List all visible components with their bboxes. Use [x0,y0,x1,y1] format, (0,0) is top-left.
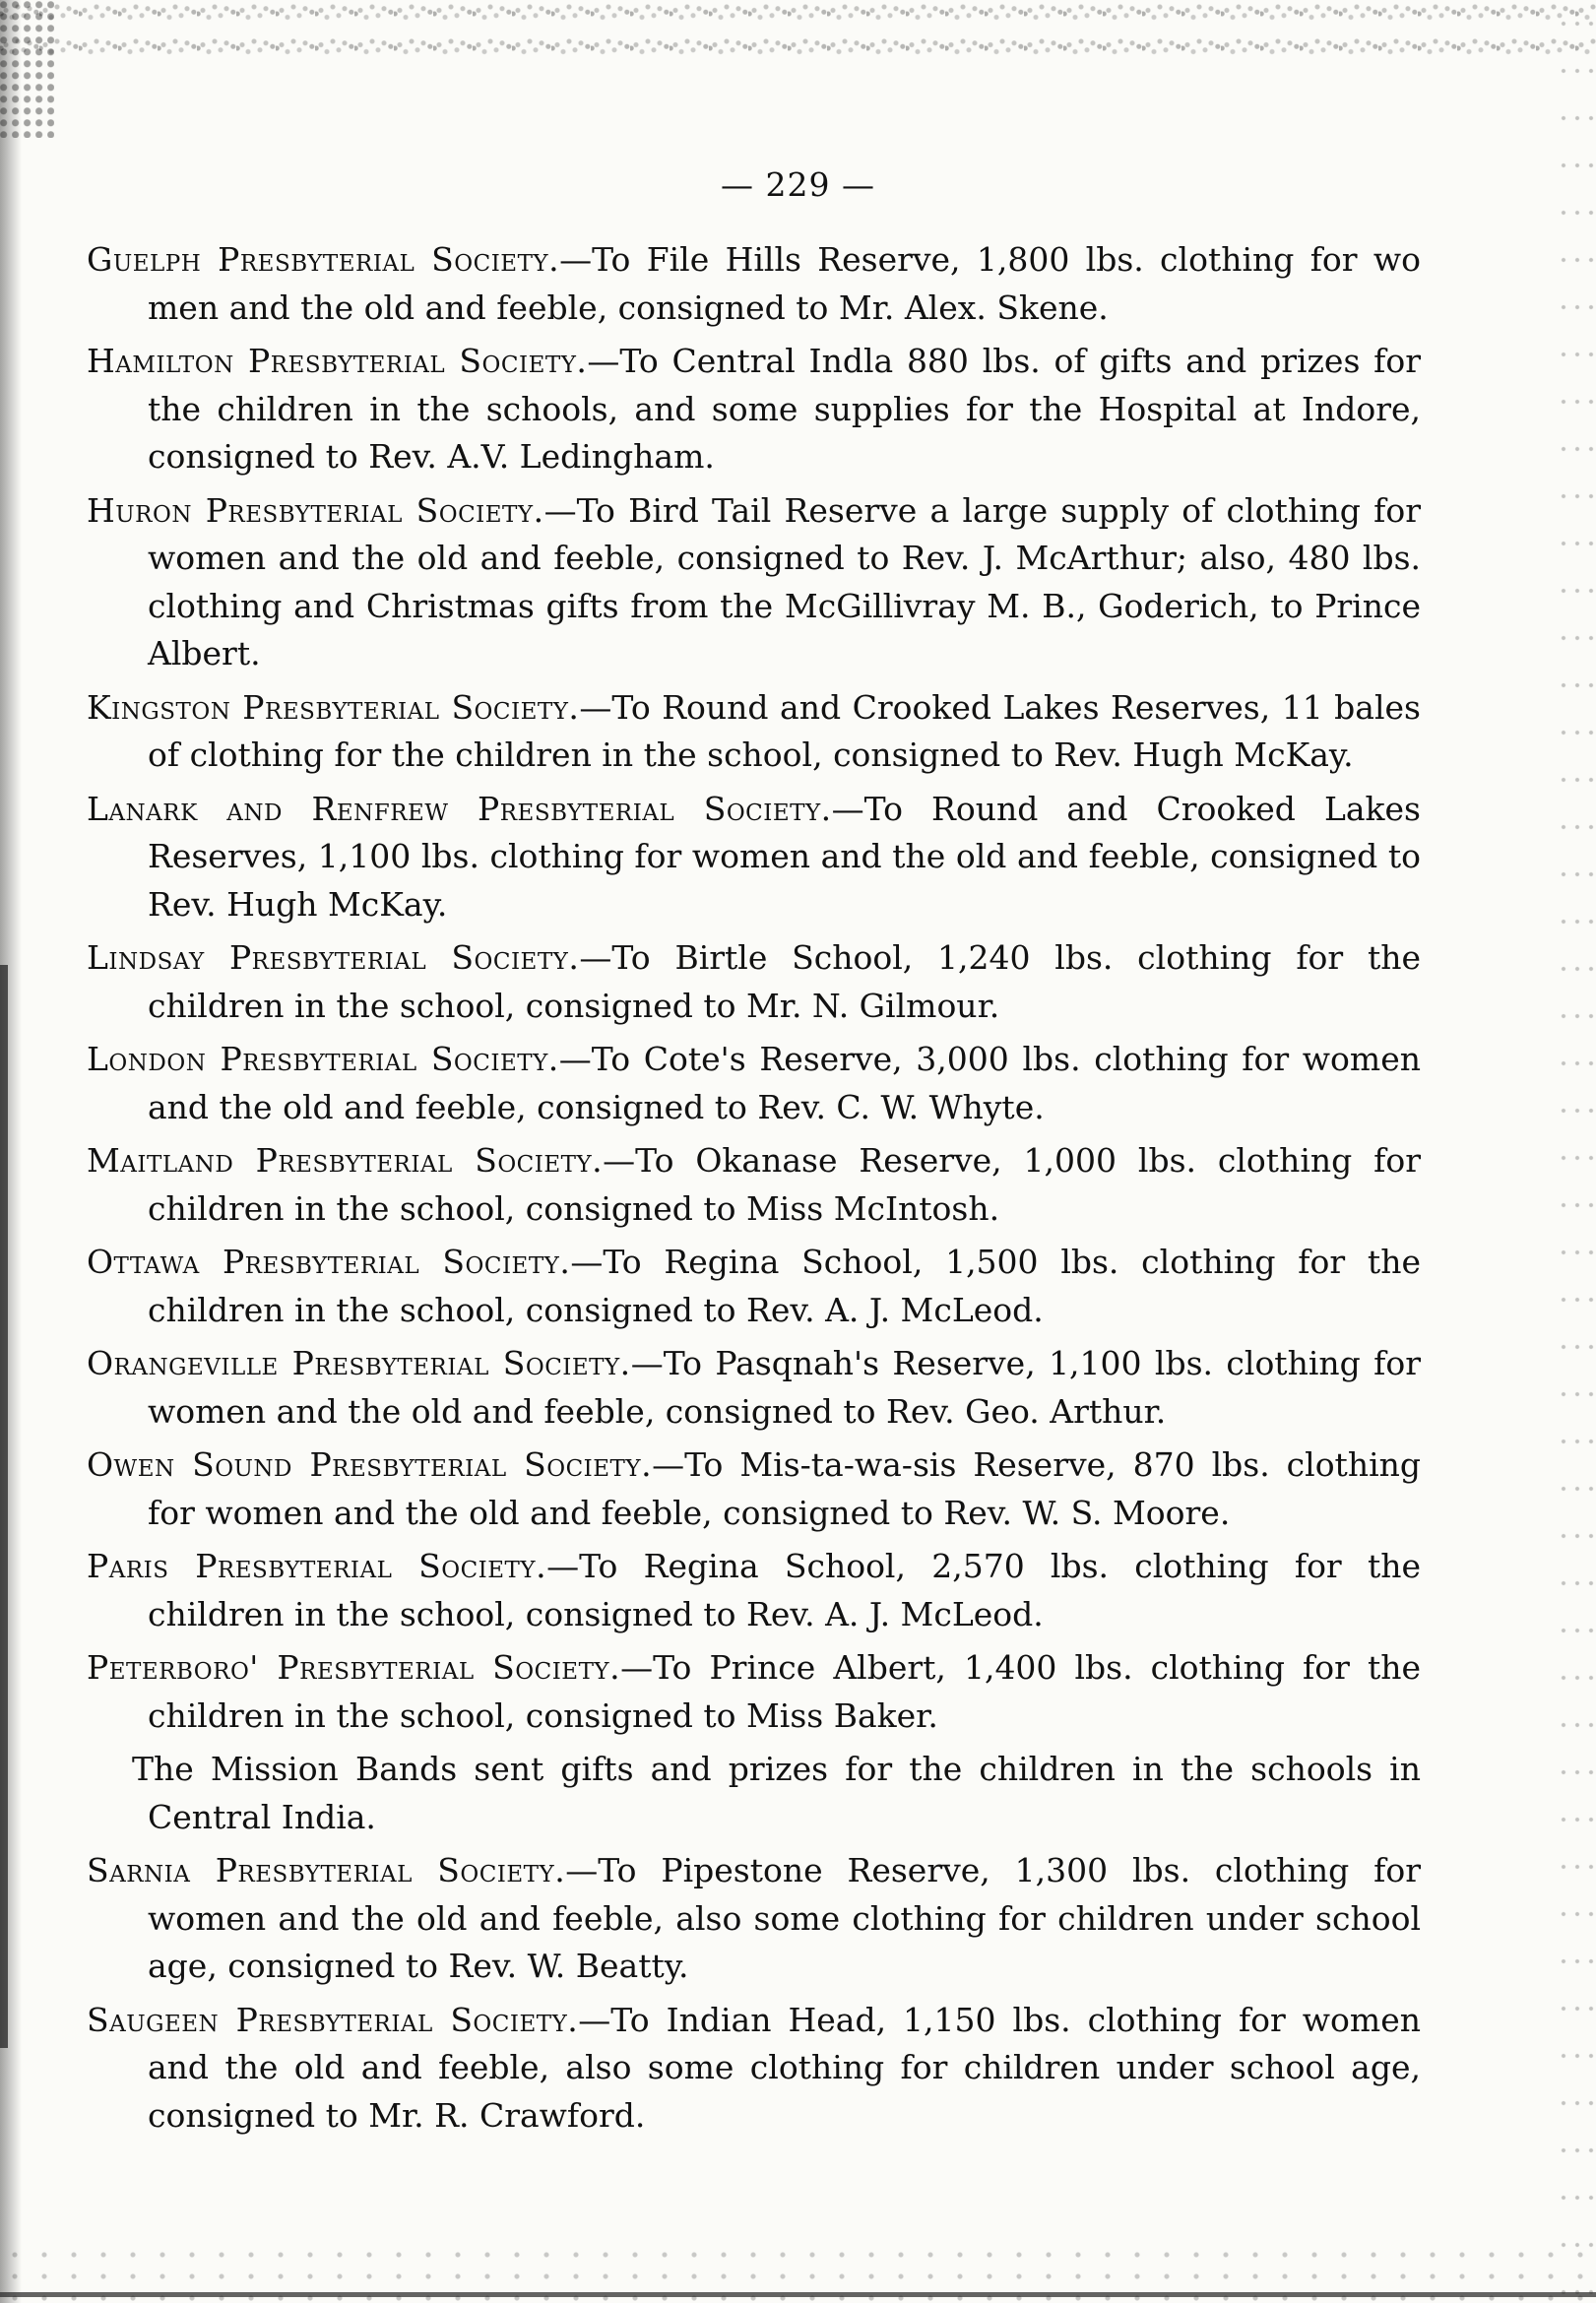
society-name: Lanark and Renfrew Presbyterial Society. [87,789,832,828]
entry-text: —To Pasqnah's Reserve, 1,100 lbs. clothing for women and the old and feeble, consigned to Rev. Geo. Arthur. [148,1344,1421,1431]
entry-text: —To Central Indla 880 lbs. of gifts and prizes for the children in the schools, and some supplies for the Hospital at Indore, consigned to Rev. A.V. Ledingham. [148,342,1421,476]
society-name: Paris Presbyterial Society. [87,1547,547,1585]
entry-text: —To Pipestone Reserve, 1,300 lbs. clothing for women and the old and feeble, also some clothing for children under school age, consigned to Rev. W. Beatty. [148,1851,1422,1985]
entry-maitland [87,1137,1421,1233]
society-name: Saugeen Presbyterial Society. [87,2000,579,2039]
entry-peterboro [87,1644,1421,1740]
society-name: Owen Sound Presbyterial Society. [87,1445,653,1484]
society-name: Guelph Presbyterial Society. [87,240,560,279]
entry-ottawa [87,1239,1421,1334]
entry-text: —To Birtle School, 1,240 lbs. clothing for the children in the school, consigned to Mr. N. Gilmour. [148,938,1421,1025]
mission-bands-note: The Mission Bands sent gifts and prizes for the children in the schools in Central India. [132,1750,1421,1836]
entry-text: —To Prince Albert, 1,400 lbs. clothing for the children in the school, consigned to Miss Baker. [148,1648,1422,1735]
entry-text: —To Indian Head, 1,150 lbs. clothing for women and the old and feeble, also some clothing for children under school age, consigned to Mr. R. Crawford. [148,2000,1421,2135]
entry-kingston [87,684,1421,780]
entry-orangeville [87,1340,1421,1436]
society-name: Peterboro' Presbyterial Society. [87,1648,621,1687]
scan-noise-corner [0,0,54,138]
entry-hamilton [87,338,1421,481]
entry-saugeen [87,1997,1421,2141]
entry-owen-sound [87,1441,1421,1537]
entry-text: —To Regina School, 2,570 lbs. clothing for the children in the school, consigned to Rev. A. J. McLeod. [148,1547,1421,1633]
entry-sarnia [87,1847,1421,1991]
entry-london [87,1036,1421,1131]
society-name: Ottawa Presbyterial Society. [87,1243,571,1281]
society-name: Hamilton Presbyterial Society. [87,342,588,380]
society-name: Huron Presbyterial Society. [87,490,544,530]
entry-text: —To Bird Tail Reserve a large supply of clothing for women and the old and feeble, consigned to Rev. J. McArthur; also, 480 lbs. clothing and Christmas gifts from the McGillivray M. B., Goderich, to Prince Albert. [148,490,1422,672]
entry-paris [87,1543,1421,1638]
entry-text: —To Regina School, 1,500 lbs. clothing for the children in the school, consigned to Rev. A. J. McLeod. [148,1243,1421,1329]
society-name: Kingston Presbyterial Society. [87,687,580,727]
entry-huron [87,487,1421,678]
scan-noise-top [0,0,1596,69]
scan-edge-bar [0,965,8,2048]
entry-lindsay [87,934,1421,1030]
society-name: Sarnia Presbyterial Society. [87,1851,566,1889]
page-body [87,236,1421,2145]
entry-text: —To Round and Crooked Lakes Reserves, 1,100 lbs. clothing for women and the old and feeble, consigned to Rev. Hugh McKay. [148,789,1421,924]
scan-edge-line-bottom [0,2292,1596,2297]
society-name: London Presbyterial Society. [87,1040,559,1078]
society-name: Lindsay Presbyterial Society. [87,938,580,977]
entry-text: —To Okanase Reserve, 1,000 lbs. clothing for children in the school, consigned to Miss McIntosh. [148,1141,1421,1228]
entry-text: —To Mis-ta-wa-sis Reserve, 870 lbs. clothing for women and the old and feeble, consigned to Rev. W. S. Moore. [148,1445,1422,1532]
entry-guelph [87,236,1421,332]
entry-text: —To Cote's Reserve, 3,000 lbs. clothing for women and the old and feeble, consigned to Rev. C. W. Whyte. [148,1040,1421,1126]
scan-noise-right [1557,0,1596,2303]
entry-lanark-renfrew [87,786,1421,929]
society-name: Orangeville Presbyterial Society. [87,1344,631,1382]
entry-text: —To File Hills Reserve, 1,800 lbs. clothing for wo men and the old and feeble, consigned to Mr. Alex. Skene. [148,240,1422,327]
entry-text: —To Round and Crooked Lakes Reserves, 11 bales of clothing for the children in the school, consigned to Rev. Hugh McKay. [148,687,1421,774]
page-number: — 229 — [721,165,875,204]
society-name: Maitland Presbyterial Society. [87,1141,604,1180]
